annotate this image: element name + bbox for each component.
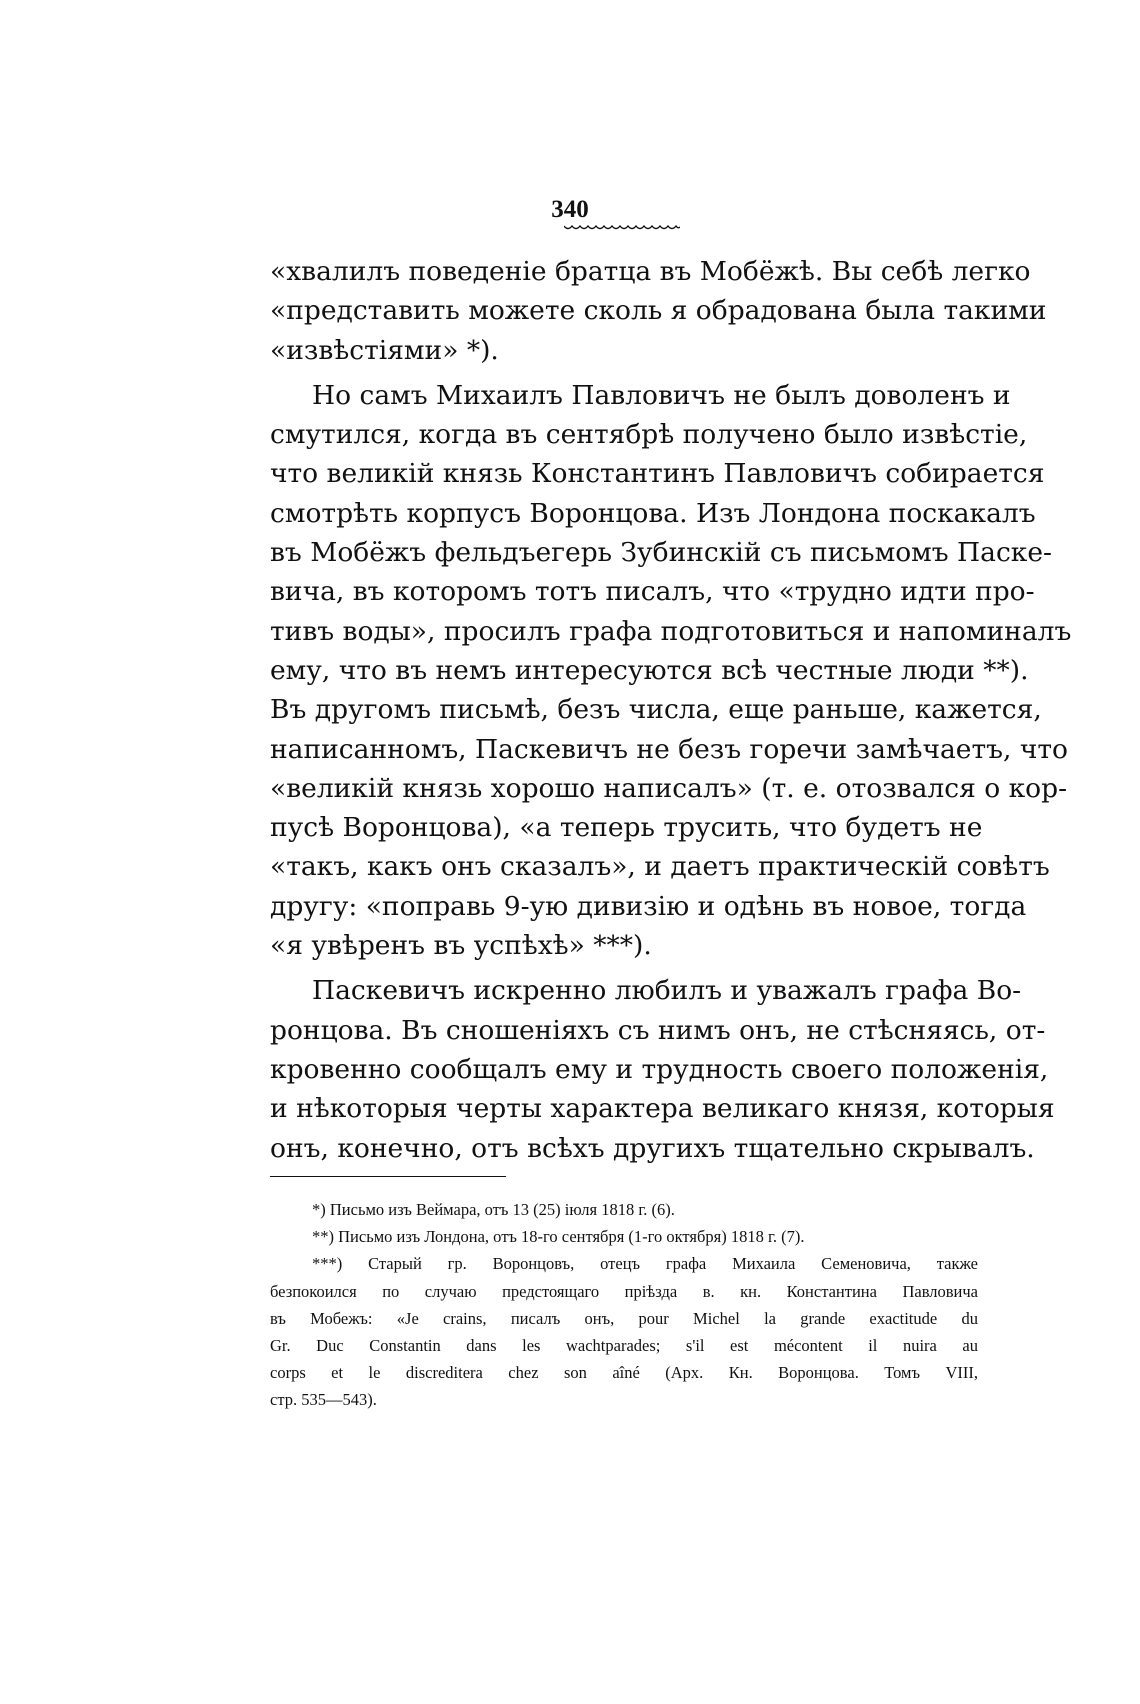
paragraph: [270, 376, 1072, 965]
footnote-line: corps et le discreditera chez son aîné (Арх. Кн. Воронцова. Томъ VIII,: [270, 1363, 978, 1383]
text-line: «великій князь хорошо написалъ» (т. е. отозвался о кор-: [270, 772, 1068, 804]
footnote-line: безпокоился по случаю предстоящаго пріѣзда в. кн. Константина Павловича: [270, 1281, 978, 1301]
footnote-line: стр. 535—543).: [270, 1390, 377, 1410]
text-line: въ Мобёжъ фельдъегерь Зубинскій съ письмомъ Паске-: [270, 537, 1052, 569]
paragraph: [270, 252, 1047, 370]
text-line: «я увѣренъ въ успѣхѣ» ***).: [270, 930, 652, 962]
text-line: «представить можете сколь я обрадована была такими: [270, 295, 1047, 327]
text-line: кровенно сообщалъ ему и трудность своего положенія,: [270, 1053, 1049, 1085]
text-line: пусѣ Воронцова), «а теперь трусить, что будетъ не: [270, 812, 983, 844]
main-text: [270, 252, 1072, 1174]
text-line: онъ, конечно, отъ всѣхъ другихъ тщательно скрывалъ.: [270, 1132, 1035, 1164]
footnote-line: Gr. Duc Constantin dans les wachtparades; s'il est mécontent il nuira au: [270, 1336, 978, 1356]
text-line: Паскевичъ искренно любилъ и уважалъ графа Во-: [312, 975, 1022, 1007]
page-number-ornament: [564, 224, 680, 232]
text-line: Но самъ Михаилъ Павловичъ не былъ доволенъ и: [312, 379, 1011, 411]
footnotes: [270, 1196, 978, 1414]
page-number: 340: [551, 196, 589, 223]
text-line: «такъ, какъ онъ сказалъ», и даетъ практическій совѣтъ: [270, 851, 1050, 883]
text-line: ронцова. Въ сношеніяхъ съ нимъ онъ, не стѣсняясь, от-: [270, 1014, 1046, 1046]
text-line: «хвалилъ поведеніе братца въ Мобёжѣ. Вы себѣ легко: [270, 256, 1031, 287]
footnote-line: ***) Старый гр. Воронцовъ, отецъ графа Михаила Семеновича, также: [312, 1254, 978, 1274]
text-line: «извѣстіями» *).: [270, 334, 499, 366]
text-line: смотрѣть корпусъ Воронцова. Изъ Лондона поскакалъ: [270, 497, 1036, 529]
text-line: вича, въ которомъ тотъ писалъ, что «трудно идти про-: [270, 576, 1035, 608]
text-line: тивъ воды», просилъ графа подготовиться и напоминалъ: [270, 615, 1072, 647]
text-line: написанномъ, Паскевичъ не безъ горечи замѣчаетъ, что: [270, 733, 1068, 765]
footnote-line: **) Письмо изъ Лондона, отъ 18-го сентября (1-го октября) 1818 г. (7).: [312, 1227, 805, 1247]
text-line: другу: «поправь 9-ую дивизію и одѣнь въ новое, тогда: [270, 890, 1027, 922]
footnote-separator: [270, 1176, 506, 1177]
text-line: Въ другомъ письмѣ, безъ числа, еще раньше, кажется,: [270, 694, 1042, 726]
text-line: и нѣкоторыя черты характера великаго князя, которыя: [270, 1093, 1055, 1125]
footnote-line: *) Письмо изъ Веймара, отъ 13 (25) іюля 1818 г. (6).: [312, 1200, 675, 1219]
footnote-line: въ Мобежъ: «Je crains, писалъ онъ, pour Michel la grande exactitude du: [270, 1308, 978, 1328]
paragraph: [270, 971, 1055, 1167]
text-line: что великій князь Константинъ Павловичъ собирается: [270, 458, 1045, 490]
text-line: смутился, когда въ сентябрѣ получено было извѣстіе,: [270, 419, 1028, 451]
text-line: ему, что въ немъ интересуются всѣ честные люди **).: [270, 654, 1029, 686]
